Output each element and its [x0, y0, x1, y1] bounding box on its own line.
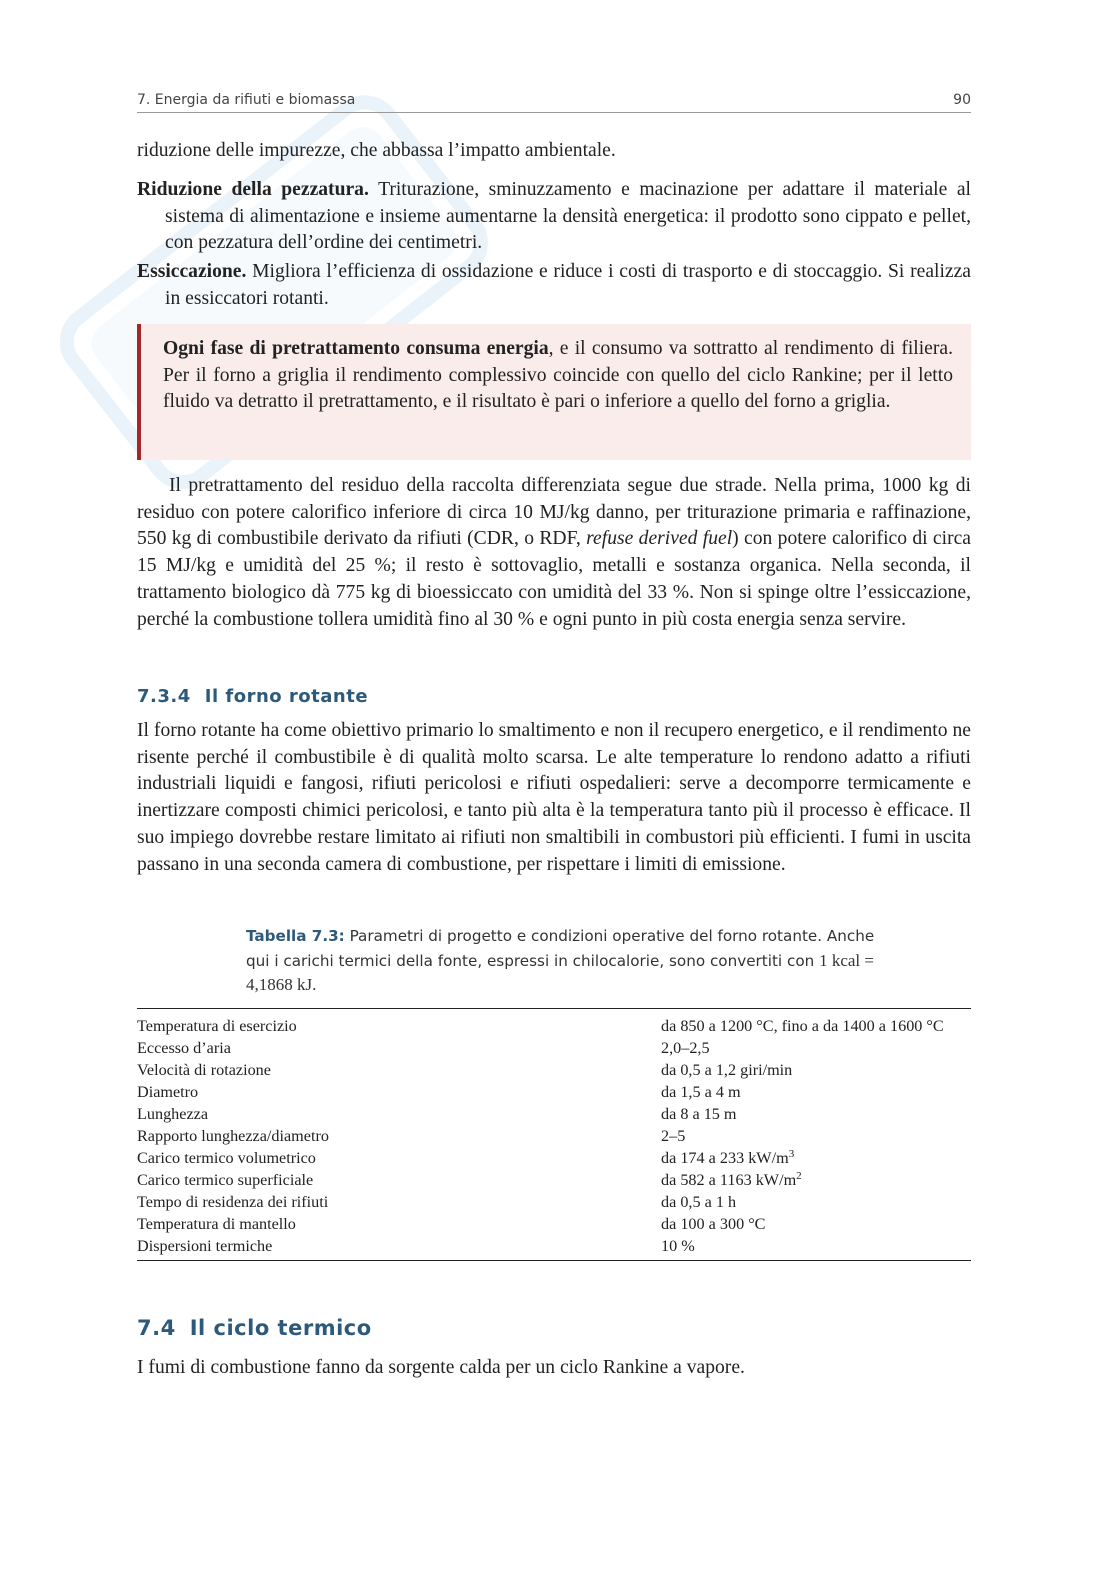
- value-cell: 10 %: [661, 1237, 695, 1255]
- running-header: [137, 92, 971, 113]
- callout-box: [137, 324, 971, 460]
- table-row: [137, 1103, 971, 1125]
- table-row: [137, 1081, 971, 1103]
- value-cell: da 1,5 a 4 m: [661, 1083, 741, 1101]
- paragraph-rotary-kiln: Il forno rotante ha come obiettivo primario lo smaltimento e non il recupero energetico, e il rendimento ne risente perché il combustibile è di qualità molto scarsa. Le alte temperature lo rendono adatto a rifiuti industriali liquidi e fangosi, rifiuti pericolosi e rifiuti ospedalieri: serve a decomporre termicamente e inertizzare composti chimici pericolosi, e tanto più alta è la temperatura tanto più il processo è efficace. Il suo impiego dovrebbe restare limitato ai rifiuti non smaltibili in combustori più efficienti. I fumi in uscita passano in una seconda camera di combustione, per rispettare i limiti di emissione.: [137, 720, 971, 875]
- table-row: [137, 1235, 971, 1257]
- table-label: Tabella 7.3:: [246, 927, 345, 945]
- definition-term: Essiccazione.: [137, 261, 247, 283]
- definition-list: [137, 177, 971, 313]
- definition-text: Triturazione, sminuzzamento e macinazione per adattare il materiale al sistema di alimentazione e insieme aumentarne la densità energetica: il prodotto sono cippato e pellet, con pezzatura dell’ordine dei centimetri.: [165, 179, 971, 254]
- table-row: [137, 1169, 971, 1191]
- param-cell: Velocità di rotazione: [137, 1061, 271, 1079]
- param-cell: Temperatura di mantello: [137, 1215, 296, 1233]
- definition-item: [137, 177, 971, 257]
- callout-bold: Ogni fase di pretrattamento consuma energia: [163, 338, 549, 359]
- paragraph-thermal-cycle: I fumi di combustione fanno da sorgente calda per un ciclo Rankine a vapore.: [137, 1357, 745, 1378]
- value-cell: 2,0–2,5: [661, 1039, 710, 1057]
- param-cell: Dispersioni termiche: [137, 1237, 273, 1255]
- callout-text: [163, 336, 953, 416]
- param-cell: Diametro: [137, 1083, 199, 1101]
- table-caption: [246, 925, 876, 998]
- parameters-table: [137, 1008, 971, 1261]
- caption-formula: 1 kcal = 4,1868 kJ.: [246, 950, 874, 994]
- page-number: 90: [953, 92, 971, 108]
- param-cell: Carico termico superficiale: [137, 1171, 314, 1189]
- param-cell: Eccesso d’aria: [137, 1039, 231, 1057]
- section-number: 7.4: [137, 1316, 176, 1340]
- value-cell: 2–5: [661, 1127, 686, 1145]
- superscript: 2: [796, 1170, 802, 1182]
- table-row: [137, 1125, 971, 1147]
- paragraph-pretreatment: [137, 473, 971, 633]
- table-row: [137, 1147, 971, 1169]
- definition-item: [137, 259, 971, 312]
- param-cell: Tempo di residenza dei rifiuti: [137, 1193, 329, 1211]
- param-cell: Rapporto lunghezza/diametro: [137, 1127, 329, 1145]
- paragraph-text: ) con potere calorifico di circa 15 MJ/kg e umidità del 25 %; il resto è sottovaglio, metalli e sostanza organica. Nella seconda, il trattamento biologico dà 775 kg di bioessiccato con umidità del 33 %. Non si spinge oltre l’essiccazione, perché la combustione tollera umidità fino al 30 % e ogni punto in più costa energia senza servire.: [137, 528, 971, 630]
- table-row: [137, 1037, 971, 1059]
- callout-body: , e il consumo va sottratto al rendimento di filiera. Per il forno a griglia il rendimento complessivo coincide con quello del ciclo Rankine; per il letto fluido va detratto il pretrattamento, e il risultato è pari o inferiore a quello del forno a griglia.: [163, 338, 953, 413]
- value-cell: da 850 a 1200 °C, fino a da 1400 a 1600 °C: [661, 1017, 944, 1035]
- value-cell: da 174 a 233 $kW/m^3$: [661, 1148, 795, 1167]
- section-heading-74: [137, 1316, 372, 1340]
- value-cell: da 0,5 a 1 h: [661, 1193, 737, 1211]
- param-cell: Temperatura di esercizio: [137, 1017, 297, 1035]
- value-cell: da 100 a 300 °C: [661, 1215, 766, 1233]
- definition-term: Riduzione della pezzatura.: [137, 179, 369, 200]
- section-number: 7.3.4: [137, 686, 191, 707]
- section-title: Il forno rotante: [204, 686, 369, 707]
- caption-text: Parametri di progetto e condizioni operative del forno rotante. Anche qui i carichi termici della fonte, espressi in chilocalorie, sono convertiti con: [246, 927, 875, 970]
- table-row: [137, 1015, 971, 1037]
- chapter-title: 7. Energia da rifiuti e biomassa: [137, 92, 356, 108]
- value-cell: da 582 a 1163 $kW/m^2$: [661, 1170, 802, 1189]
- paragraph-italic: refuse derived fuel: [586, 528, 733, 550]
- table-row: [137, 1059, 971, 1081]
- intro-line: riduzione delle impurezze, che abbassa l’impatto ambientale.: [137, 140, 616, 161]
- value-cell: da 8 a 15 m: [661, 1105, 737, 1123]
- param-cell: Lunghezza: [137, 1105, 209, 1123]
- value-cell: da 0,5 a 1,2 giri/min: [661, 1061, 793, 1079]
- table-row: [137, 1191, 971, 1213]
- table-row: [137, 1213, 971, 1235]
- section-title: Il ciclo termico: [189, 1316, 372, 1340]
- superscript: 3: [788, 1148, 795, 1160]
- section-heading-734: [137, 686, 368, 707]
- param-cell: Carico termico volumetrico: [137, 1149, 316, 1167]
- definition-text: Migliora l’efficienza di ossidazione e riduce i costi di trasporto e di stoccaggio. Si realizza in essiccatori rotanti.: [165, 261, 971, 309]
- paragraph-text: Il pretrattamento del residuo della raccolta differenziata segue due strade. Nella prima, 1000 kg di residuo con potere calorifico inferiore di circa 10 MJ/kg danno, per triturazione primaria e raffinazione, 550 kg di combustibile derivato da rifiuti (CDR, o RDF,: [137, 475, 971, 550]
